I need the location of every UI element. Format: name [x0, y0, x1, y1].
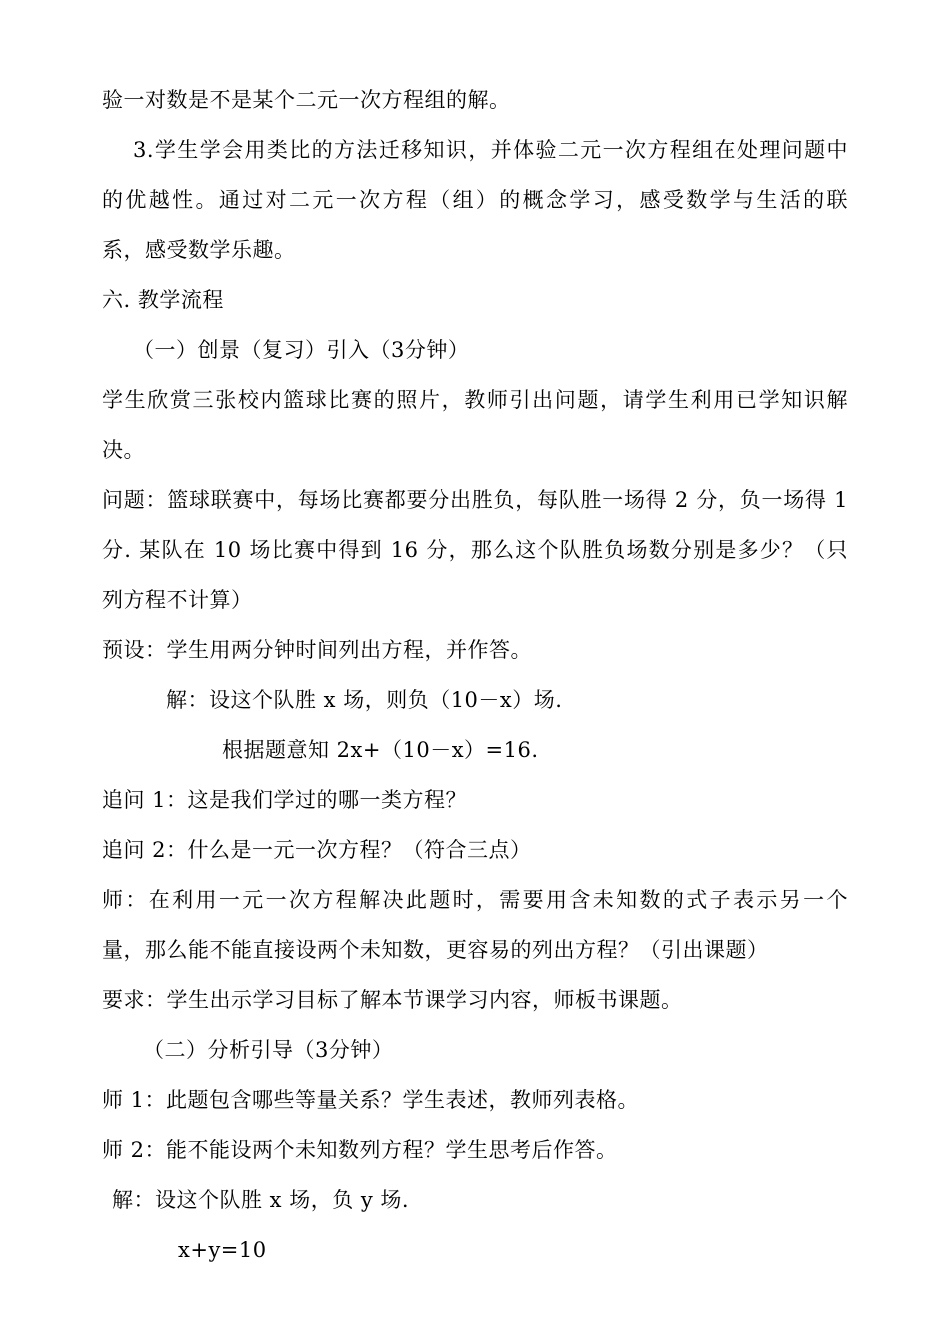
solution-line: 解：设这个队胜 x 场，则负（10－x）场. [166, 688, 563, 712]
text-line: 系，感受数学乐趣。 [102, 238, 296, 262]
text-line: 3.学生学会用类比的方法迁移知识，并体验二元一次方程组在处理问题中 [133, 138, 848, 162]
text-line: 预设：学生用两分钟时间列出方程，并作答。 [102, 638, 532, 662]
equation-line: x+y=10 [178, 1238, 267, 1262]
text-line: 追问 2：什么是一元一次方程？（符合三点） [102, 838, 532, 862]
text-line: 验一对数是不是某个二元一次方程组的解。 [102, 88, 511, 112]
text-line: 师 2：能不能设两个未知数列方程？学生思考后作答。 [102, 1138, 618, 1162]
solution-line: 解：设这个队胜 x 场，负 y 场. [112, 1188, 410, 1212]
text-line: 师：在利用一元一次方程解决此题时，需要用含未知数的式子表示另一个 [102, 888, 848, 912]
text-line: 决。 [102, 438, 145, 462]
equation-line: 根据题意知 2x+（10－x）=16. [222, 738, 539, 762]
section-heading: 六. 教学流程 [102, 288, 224, 312]
text-line: 学生欣赏三张校内篮球比赛的照片，教师引出问题，请学生利用已学知识解 [102, 388, 848, 412]
text-line: 问题：篮球联赛中，每场比赛都要分出胜负，每队胜一场得 2 分，负一场得 1 [102, 488, 848, 512]
subsection-heading: （二）分析引导（3分钟） [143, 1038, 394, 1062]
text-line: 的优越性。通过对二元一次方程（组）的概念学习，感受数学与生活的联 [102, 188, 848, 212]
text-line: 追问 1：这是我们学过的哪一类方程？ [102, 788, 468, 812]
text-line: 要求：学生出示学习目标了解本节课学习内容，师板书课题。 [102, 988, 683, 1012]
text-line: 师 1：此题包含哪些等量关系？学生表述，教师列表格。 [102, 1088, 640, 1112]
text-line: 量，那么能不能直接设两个未知数，更容易的列出方程？（引出课题） [102, 938, 769, 962]
text-line: 分. 某队在 10 场比赛中得到 16 分，那么这个队胜负场数分别是多少？（只 [102, 538, 848, 562]
text-line: 列方程不计算） [102, 588, 253, 612]
subsection-heading: （一）创景（复习）引入（3分钟） [133, 338, 470, 362]
